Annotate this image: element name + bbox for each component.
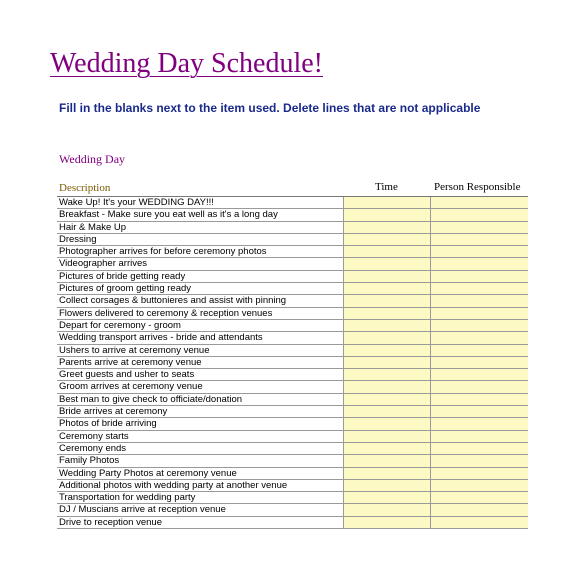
description-cell: Hair & Make Up [57,222,344,233]
time-input-cell[interactable] [344,222,431,233]
time-input-cell[interactable] [344,431,431,442]
table-row [57,209,528,221]
table-row [57,283,528,295]
person-responsible-input-cell[interactable] [431,381,528,392]
description-cell: Ceremony ends [57,443,344,454]
page-title: Wedding Day Schedule! [50,48,323,79]
description-cell: Depart for ceremony - groom [57,320,344,331]
table-row [57,234,528,246]
time-input-cell[interactable] [344,418,431,429]
description-cell: Ushers to arrive at ceremony venue [57,345,344,356]
table-row [57,271,528,283]
time-input-cell[interactable] [344,480,431,491]
time-input-cell[interactable] [344,197,431,208]
description-cell: Wedding Party Photos at ceremony venue [57,468,344,479]
description-cell: Best man to give check to officiate/donation [57,394,344,405]
table-row [57,492,528,504]
time-input-cell[interactable] [344,209,431,220]
column-header-person: Person Responsible [434,181,521,193]
person-responsible-input-cell[interactable] [431,443,528,454]
time-input-cell[interactable] [344,455,431,466]
description-cell: Bride arrives at ceremony [57,406,344,417]
time-input-cell[interactable] [344,517,431,528]
description-cell: Collect corsages & buttonieres and assist with pinning [57,295,344,306]
person-responsible-input-cell[interactable] [431,357,528,368]
person-responsible-input-cell[interactable] [431,246,528,257]
description-cell: Pictures of groom getting ready [57,283,344,294]
time-input-cell[interactable] [344,369,431,380]
description-cell: DJ / Muscians arrive at reception venue [57,504,344,515]
time-input-cell[interactable] [344,468,431,479]
person-responsible-input-cell[interactable] [431,209,528,220]
person-responsible-input-cell[interactable] [431,431,528,442]
table-row [57,197,528,209]
description-cell: Greet guests and usher to seats [57,369,344,380]
table-row [57,480,528,492]
person-responsible-input-cell[interactable] [431,332,528,343]
person-responsible-input-cell[interactable] [431,394,528,405]
person-responsible-input-cell[interactable] [431,480,528,491]
person-responsible-input-cell[interactable] [431,283,528,294]
person-responsible-input-cell[interactable] [431,320,528,331]
description-cell: Breakfast - Make sure you eat well as it's a long day [57,209,344,220]
table-row [57,431,528,443]
description-cell: Wedding transport arrives - bride and attendants [57,332,344,343]
table-row [57,369,528,381]
section-title: Wedding Day [59,152,126,166]
person-responsible-input-cell[interactable] [431,468,528,479]
description-cell: Wake Up! It's your WEDDING DAY!!! [57,197,344,208]
table-row [57,258,528,270]
time-input-cell[interactable] [344,308,431,319]
person-responsible-input-cell[interactable] [431,406,528,417]
person-responsible-input-cell[interactable] [431,271,528,282]
person-responsible-input-cell[interactable] [431,492,528,503]
person-responsible-input-cell[interactable] [431,345,528,356]
person-responsible-input-cell[interactable] [431,418,528,429]
column-header-time: Time [375,181,398,193]
table-row [57,517,528,529]
time-input-cell[interactable] [344,443,431,454]
description-cell: Photographer arrives for before ceremony photos [57,246,344,257]
description-cell: Videographer arrives [57,258,344,269]
time-input-cell[interactable] [344,394,431,405]
time-input-cell[interactable] [344,406,431,417]
instructions-text: Fill in the blanks next to the item used. Delete lines that are not applicable [59,101,481,115]
description-cell: Drive to reception venue [57,517,344,528]
person-responsible-input-cell[interactable] [431,308,528,319]
time-input-cell[interactable] [344,295,431,306]
person-responsible-input-cell[interactable] [431,517,528,528]
description-cell: Pictures of bride getting ready [57,271,344,282]
person-responsible-input-cell[interactable] [431,258,528,269]
table-row [57,222,528,234]
person-responsible-input-cell[interactable] [431,295,528,306]
person-responsible-input-cell[interactable] [431,234,528,245]
person-responsible-input-cell[interactable] [431,197,528,208]
table-row [57,406,528,418]
table-row [57,246,528,258]
table-row [57,455,528,467]
table-row [57,468,528,480]
description-cell: Photos of bride arriving [57,418,344,429]
table-row [57,357,528,369]
table-row [57,332,528,344]
time-input-cell[interactable] [344,504,431,515]
table-row [57,308,528,320]
table-row [57,504,528,516]
person-responsible-input-cell[interactable] [431,222,528,233]
time-input-cell[interactable] [344,258,431,269]
time-input-cell[interactable] [344,492,431,503]
description-cell: Flowers delivered to ceremony & reception venues [57,308,344,319]
time-input-cell[interactable] [344,332,431,343]
time-input-cell[interactable] [344,320,431,331]
description-cell: Parents arrive at ceremony venue [57,357,344,368]
time-input-cell[interactable] [344,271,431,282]
description-cell: Family Photos [57,455,344,466]
column-header-description: Description [59,182,111,194]
person-responsible-input-cell[interactable] [431,369,528,380]
time-input-cell[interactable] [344,234,431,245]
description-cell: Groom arrives at ceremony venue [57,381,344,392]
person-responsible-input-cell[interactable] [431,504,528,515]
description-cell: Dressing [57,234,344,245]
table-row [57,443,528,455]
table-row [57,394,528,406]
description-cell: Additional photos with wedding party at another venue [57,480,344,491]
description-cell: Transportation for wedding party [57,492,344,503]
time-input-cell[interactable] [344,381,431,392]
schedule-table [57,196,528,529]
table-row [57,295,528,307]
description-cell: Ceremony starts [57,431,344,442]
time-input-cell[interactable] [344,345,431,356]
table-row [57,418,528,430]
table-row [57,381,528,393]
table-row [57,320,528,332]
time-input-cell[interactable] [344,246,431,257]
person-responsible-input-cell[interactable] [431,455,528,466]
time-input-cell[interactable] [344,357,431,368]
table-row [57,345,528,357]
time-input-cell[interactable] [344,283,431,294]
